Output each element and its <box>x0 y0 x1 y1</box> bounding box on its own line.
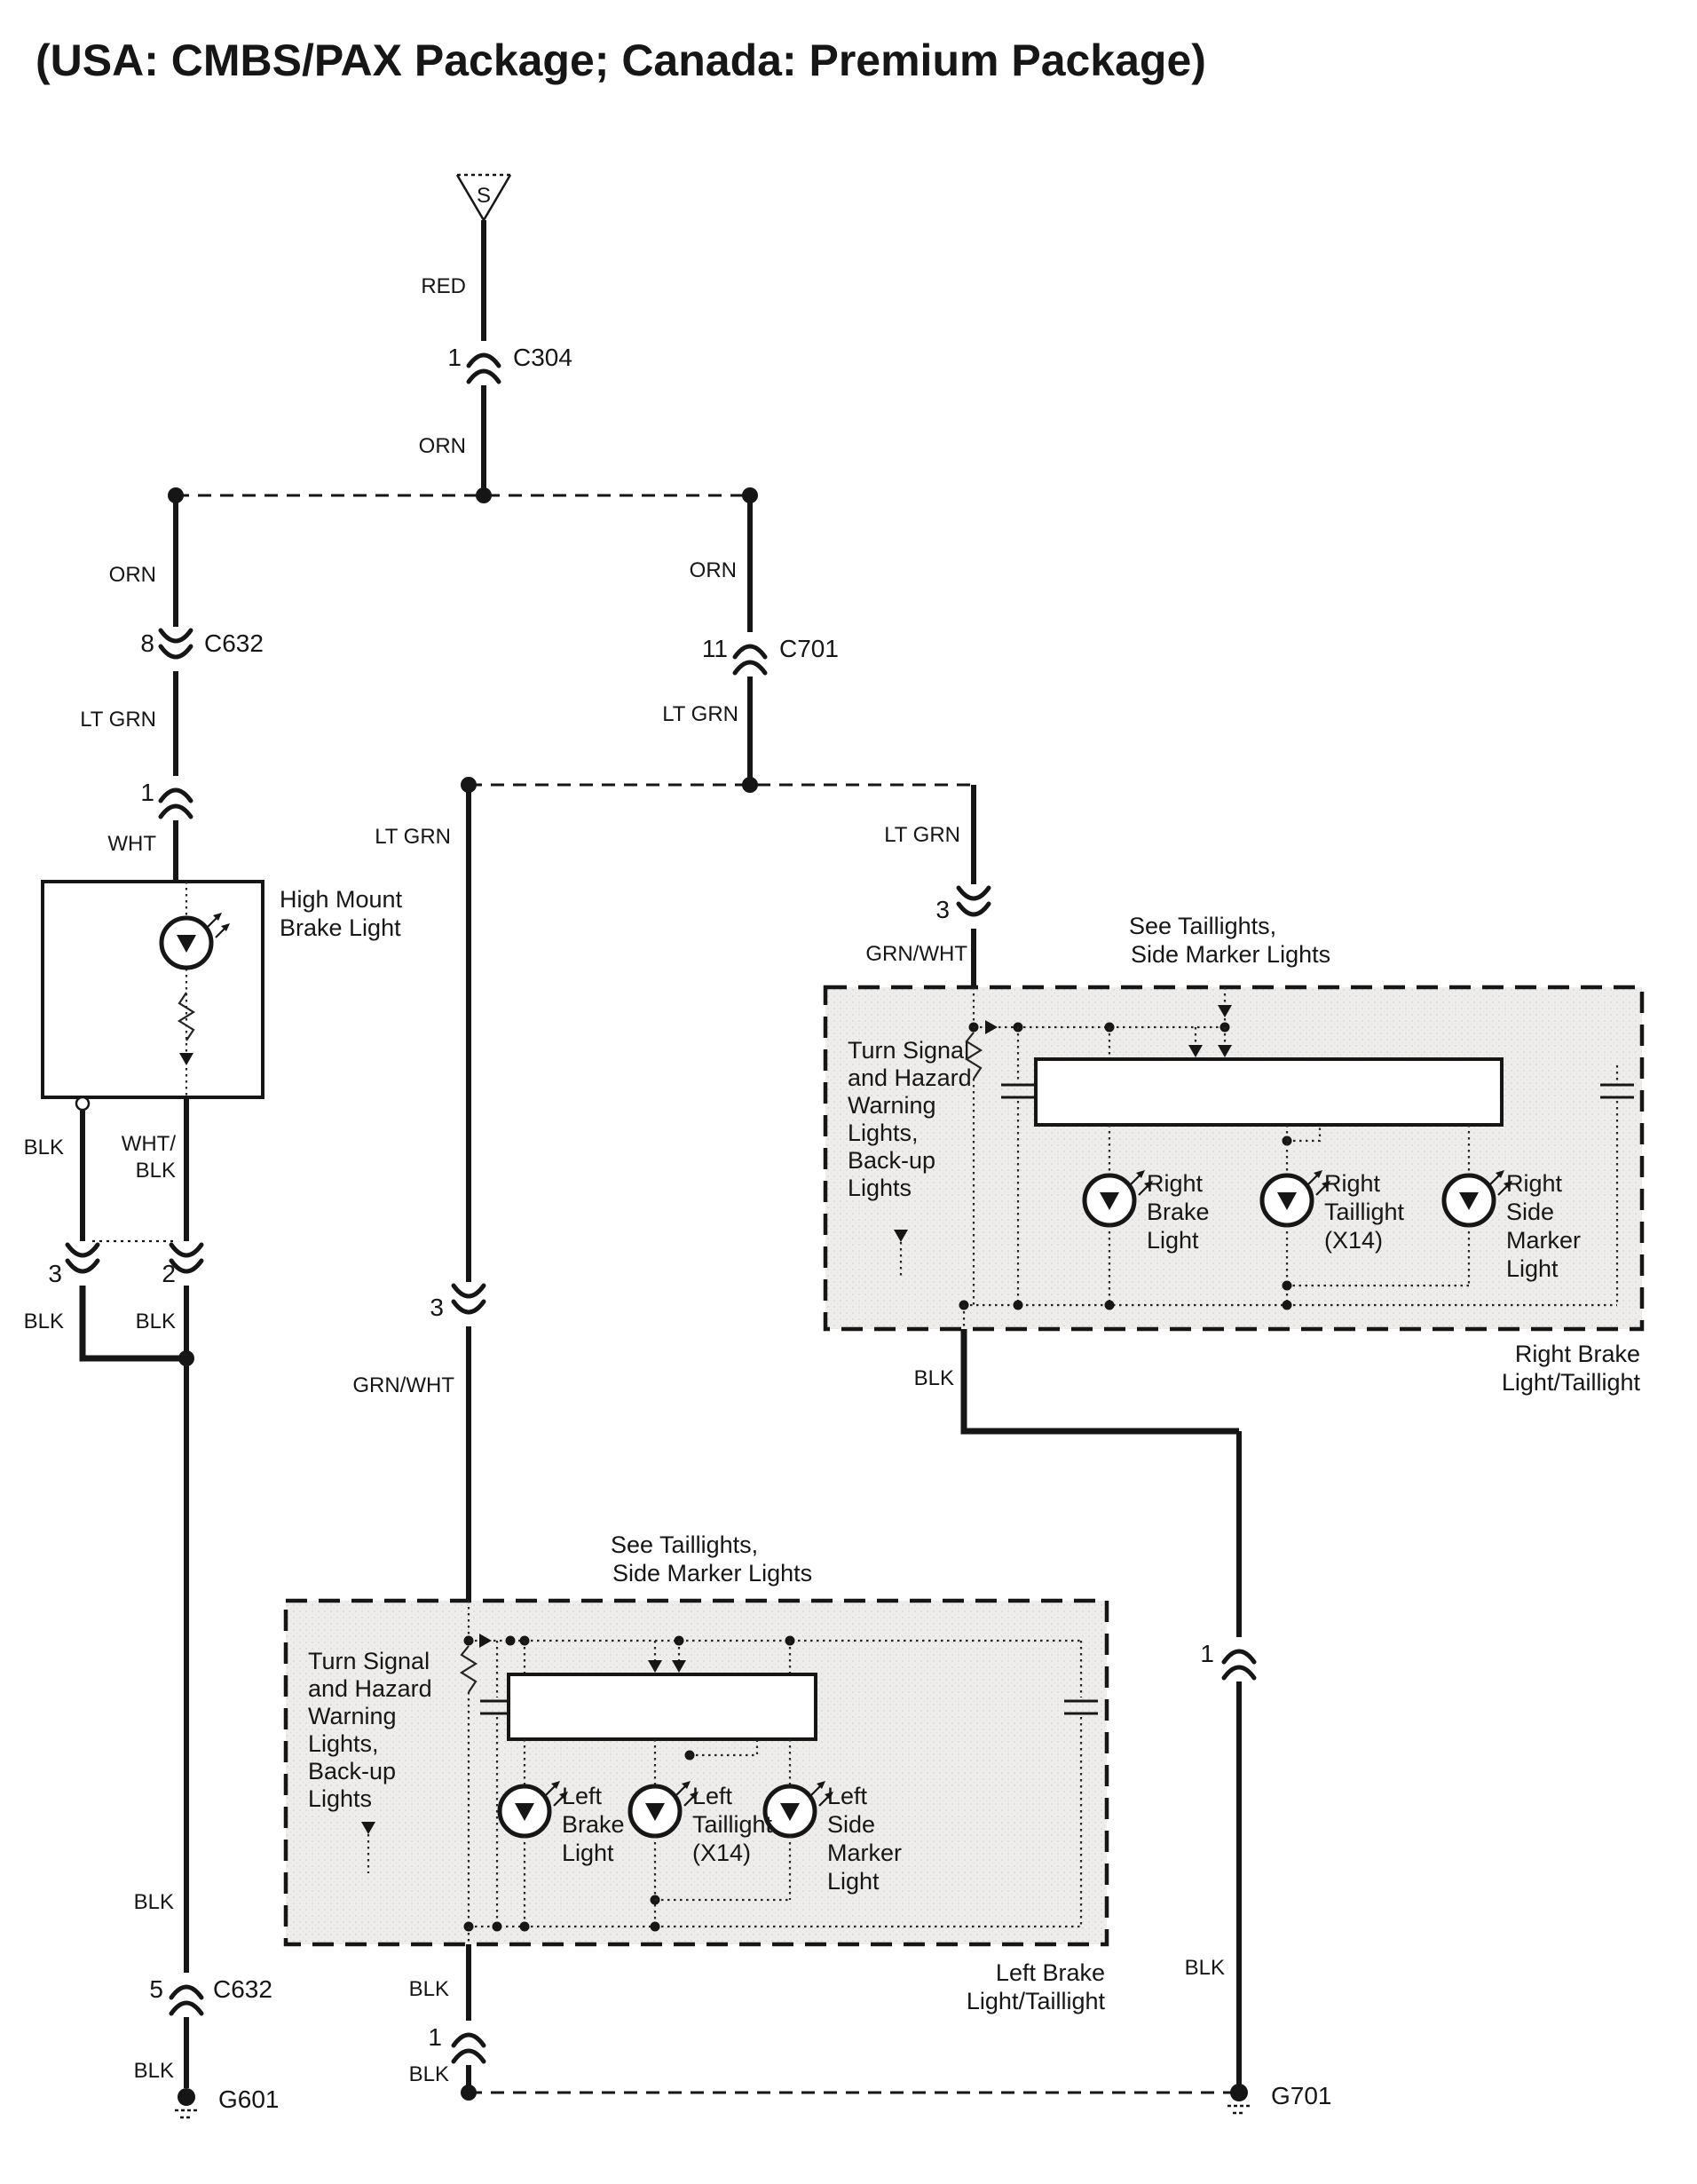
wire-color-label: ORN <box>108 563 156 587</box>
device-pin <box>76 1097 89 1110</box>
mid-distribution-line <box>461 777 974 793</box>
high-mount-brake-light-box <box>43 882 263 1097</box>
ground-label: G601 <box>218 2085 280 2113</box>
bulb-label: Light <box>1147 1227 1199 1254</box>
page-title: (USA: CMBS/PAX Package; Canada: Premium Package) <box>36 36 1206 85</box>
right-feed-branch <box>662 497 839 785</box>
bulb-label: Right <box>1324 1170 1381 1197</box>
bulb-label: Brake <box>562 1811 625 1838</box>
module-label: Back-up <box>308 1758 397 1784</box>
wire-color-label: BLK <box>23 1136 64 1159</box>
connector-pin-label: 1 <box>428 2023 442 2051</box>
see-note: Side Marker Lights <box>1131 941 1331 968</box>
module-label: Back-up <box>848 1147 936 1174</box>
wire-color-label: BLK <box>135 1159 176 1183</box>
wire-blk-elbow <box>964 1329 1239 1431</box>
connector-pin-label: 11 <box>701 635 728 662</box>
wire-color-label: BLK <box>135 1310 176 1333</box>
module-label: Lights, <box>848 1120 919 1146</box>
wire-color-label: WHT <box>107 832 156 856</box>
module-label: Warning <box>848 1092 936 1119</box>
wire-color-label: BLK <box>408 1977 449 2001</box>
module-label: Turn Signal <box>848 1037 970 1064</box>
module-caption: Left Brake <box>995 1959 1105 1986</box>
wire-color-label: GRN/WHT <box>865 942 967 966</box>
splice-feed <box>419 175 572 494</box>
bulb-label: Right <box>1147 1170 1204 1197</box>
wire-color-label: BLK <box>133 1890 174 1914</box>
module-label: Turn Signal <box>308 1648 430 1674</box>
wire-color-label: LT GRN <box>884 823 960 847</box>
connector-pin-label: 1 <box>1200 1640 1214 1667</box>
module-label: Lights <box>848 1175 912 1201</box>
connector-name-label: C632 <box>204 629 264 657</box>
connector-pin-label: 3 <box>935 896 950 923</box>
module-label: Warning <box>308 1703 397 1729</box>
wire-color-label: ORN <box>418 434 466 458</box>
wire-color-label: WHT/ <box>121 1132 176 1156</box>
module-label: Lights, <box>308 1730 379 1757</box>
bulb-label: Brake <box>1147 1199 1210 1225</box>
bulb-label: Left <box>692 1783 733 1809</box>
connector-name-label: C701 <box>779 635 839 662</box>
bulb-label: Left <box>562 1783 603 1809</box>
wire-color-label: ORN <box>689 558 737 582</box>
device-label: High Mount <box>280 886 403 913</box>
see-note: Side Marker Lights <box>612 1560 813 1587</box>
bulb-label: Left <box>827 1783 868 1809</box>
wire-color-label: BLK <box>23 1310 64 1333</box>
connector-pin-label: 1 <box>447 344 462 371</box>
module-inner-block <box>1036 1059 1502 1125</box>
module-inner-block <box>509 1674 816 1739</box>
bulb-label: Marker <box>827 1840 903 1866</box>
bulb-label: Side <box>827 1811 876 1838</box>
wire-color-label: LT GRN <box>80 708 156 732</box>
connector-pin-label: 2 <box>162 1260 176 1287</box>
bulb-label: Light <box>562 1840 614 1866</box>
bulb-label: Right <box>1506 1170 1563 1197</box>
splice-label: S <box>476 184 492 208</box>
module-label: and Hazard <box>848 1064 972 1091</box>
device-label: Brake Light <box>280 914 401 941</box>
connector-pin-label: 5 <box>149 1975 163 2003</box>
bulb-label: Side <box>1506 1199 1555 1225</box>
connector-name-label: C304 <box>513 344 572 371</box>
left-taillight-branch <box>286 787 1107 2101</box>
see-note: See Taillights, <box>1129 913 1277 939</box>
wire-color-label: RED <box>421 274 466 298</box>
module-caption: Right Brake <box>1514 1341 1640 1367</box>
wire-color-label: BLK <box>408 2062 449 2086</box>
module-label: and Hazard <box>308 1675 432 1702</box>
wire-color-label: GRN/WHT <box>352 1373 454 1397</box>
module-caption: Light/Taillight <box>1501 1369 1640 1396</box>
connector-pin-label: 8 <box>140 629 154 657</box>
connector-name-label: C632 <box>213 1975 272 2003</box>
bulb-label: Light <box>1506 1255 1559 1282</box>
top-distribution-line <box>168 487 758 503</box>
bulb-label: Taillight <box>692 1811 773 1838</box>
connector-pin-label: 1 <box>140 779 154 806</box>
wire-color-label: LT GRN <box>375 825 451 849</box>
bulb-label: Taillight <box>1324 1199 1405 1225</box>
module-caption: Light/Taillight <box>966 1988 1105 2014</box>
wire-color-label: LT GRN <box>662 702 738 726</box>
wire-color-label: BLK <box>913 1366 954 1390</box>
bulb-label: (X14) <box>692 1840 752 1866</box>
bulb-label: (X14) <box>1324 1227 1384 1254</box>
bulb-label: Light <box>827 1868 880 1895</box>
connector-pin-label: 3 <box>430 1294 444 1321</box>
see-note: See Taillights, <box>611 1531 759 1558</box>
module-label: Lights <box>308 1785 373 1812</box>
bulb-label: Marker <box>1506 1227 1582 1254</box>
wire-color-label: BLK <box>1184 1956 1225 1980</box>
ground-label: G701 <box>1271 2082 1332 2109</box>
connector-pin-label: 3 <box>48 1260 62 1287</box>
wire-color-label: BLK <box>133 2059 174 2083</box>
